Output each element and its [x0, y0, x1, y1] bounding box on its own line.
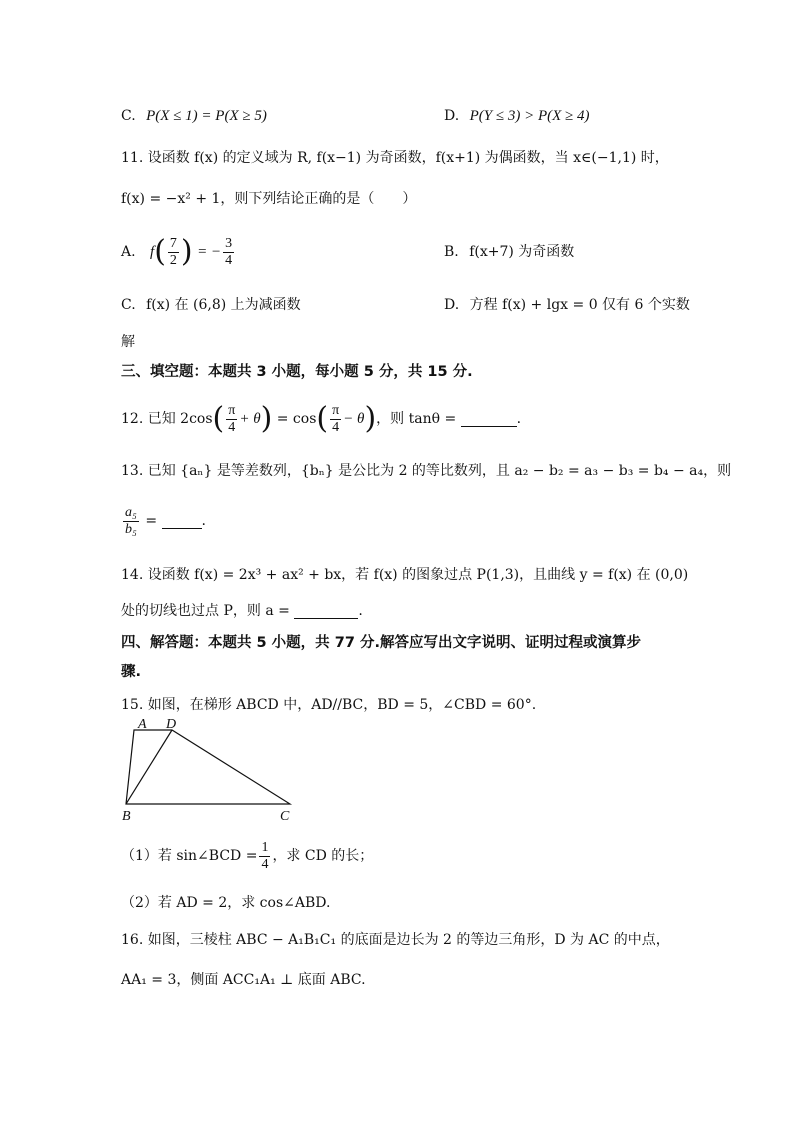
q10-option-c-label: C.	[121, 108, 136, 124]
q15-label-d: D	[166, 717, 177, 732]
q10-option-d	[444, 106, 590, 126]
q12-pi2: π	[332, 402, 340, 418]
q14-line2-text: 处的切线也过点 P，则 a =	[121, 603, 290, 619]
q11-option-c-expr: f(x) 在 (6,8) 上为减函数	[146, 297, 301, 313]
q11-option-a-lparen: (	[154, 234, 166, 269]
q11-option-a-fraction	[168, 236, 179, 269]
q11-option-b-expr: f(x+7) 为奇函数	[469, 244, 575, 260]
q11-option-a-den: 2	[169, 252, 177, 268]
q11-stem-line1: 11. 设函数 f(x) 的定义域为 R, f(x−1) 为奇函数，f(x+1) 为偶函数，当 x∈(−1,1) 时，	[121, 150, 669, 166]
section3-heading: 三、填空题：本题共 3 小题，每小题 5 分，共 15 分.	[121, 364, 473, 380]
section4-heading-line2: 骤.	[121, 664, 142, 680]
q12-suffix: ，则 tanθ =	[376, 411, 457, 427]
q14-end: .	[358, 603, 363, 619]
q13-fraction	[123, 505, 139, 538]
q16-stem-line1: 16. 如图，三棱柱 ABC − A₁B₁C₁ 的底面是边长为 2 的等边三角形，D 为 AC 的中点，	[121, 932, 670, 948]
q13-stem-line1: 13. 已知 {aₙ} 是等差数列，{bₙ} 是公比为 2 的等比数列，且 a₂ − b₂ = a₃ − b₃ = b₄ − a₄，则	[121, 463, 732, 479]
q11-option-c-label: C.	[121, 297, 136, 313]
q15-trapezoid-outline	[126, 730, 290, 804]
q14-stem-line2	[121, 601, 363, 621]
q11-option-a	[121, 234, 236, 270]
q14-stem-line1: 14. 设函数 f(x) = 2x³ + ax² + bx，若 f(x) 的图象过点 P(1,3)，且曲线 y = f(x) 在 (0,0)	[121, 567, 689, 583]
q13-frac-den: b₅	[125, 521, 137, 537]
q12-plus-theta: + θ	[239, 411, 261, 427]
q14-answer-blank[interactable]	[294, 604, 358, 619]
q12-end: .	[516, 411, 522, 427]
q12-mid: = cos	[276, 411, 317, 427]
q12-pi1: π	[228, 402, 236, 418]
section4-heading-line1: 四、解答题：本题共 5 小题，共 77 分.解答应写出文字说明、证明过程或演算步	[121, 635, 641, 651]
q10-option-d-label: D.	[444, 108, 460, 124]
q15-part2: （2）若 AD = 2，求 cos∠ABD.	[121, 895, 331, 911]
q12-lparen1: (	[212, 401, 225, 436]
q15-part1-num: 1	[261, 839, 269, 855]
q11-option-a-label: A.	[121, 244, 136, 260]
q12-fraction2	[330, 403, 341, 436]
q11-stem-line2: f(x) = −x² + 1，则下列结论正确的是（ ）	[121, 191, 417, 207]
q11-option-d-label: D.	[444, 297, 460, 313]
q13-answer-blank[interactable]	[162, 514, 202, 529]
q13-stem-line2	[121, 503, 206, 539]
q10-option-c-expr: P(X ≤ 1) = P(X ≥ 5)	[146, 108, 267, 124]
q11-option-a-func: f	[150, 244, 155, 260]
q15-trapezoid-figure	[114, 716, 304, 826]
q15-label-a: A	[138, 717, 147, 732]
q15-part1-post: ，求 CD 的长；	[272, 848, 374, 864]
q15-part1-fraction	[259, 840, 270, 873]
q11-option-a-num: 7	[169, 235, 177, 251]
q11-answer-fragment: 解	[121, 334, 135, 350]
q15-part1-den: 4	[261, 856, 269, 872]
q11-option-d	[444, 295, 690, 315]
q11-option-a-fraction2	[223, 236, 234, 269]
q12-rparen1: )	[260, 401, 273, 436]
q12-minus-theta: − θ	[343, 411, 365, 427]
q16-stem-line2: AA₁ = 3，侧面 ACC₁A₁ ⊥ 底面 ABC.	[121, 972, 366, 988]
q12-four2: 4	[332, 419, 340, 435]
q13-eq: =	[145, 513, 158, 529]
q12-fraction1	[226, 403, 237, 436]
q15-label-b: B	[122, 809, 131, 824]
q13-frac-num: a₅	[125, 504, 137, 520]
q15-stem: 15. 如图，在梯形 ABCD 中，AD//BC，BD = 5，∠CBD = 60°.	[121, 697, 537, 713]
q12-four1: 4	[228, 419, 236, 435]
q10-option-c	[121, 106, 267, 126]
q12-stem	[121, 401, 521, 437]
q11-option-a-rparen: )	[180, 234, 193, 269]
q11-option-a-den2: 4	[225, 252, 233, 268]
q11-option-d-expr: 方程 f(x) + lgx = 0 仅有 6 个实数	[469, 297, 690, 313]
q15-label-c: C	[280, 809, 290, 824]
q12-answer-blank[interactable]	[461, 412, 517, 427]
q11-option-a-eq: = −	[197, 244, 222, 260]
q12-lparen2: (	[316, 401, 329, 436]
q12-rparen2: )	[364, 401, 377, 436]
q11-option-b	[444, 242, 574, 262]
q11-option-a-num2: 3	[225, 235, 233, 251]
q10-option-d-expr: P(Y ≤ 3) > P(X ≥ 4)	[469, 108, 590, 124]
q11-option-c	[121, 295, 301, 315]
q11-option-b-label: B.	[444, 244, 459, 260]
q12-prefix: 12. 已知 2cos	[121, 411, 213, 427]
q15-part1-pre: （1）若 sin∠BCD =	[121, 848, 258, 864]
q13-end: .	[201, 513, 206, 529]
q15-part1	[121, 838, 373, 874]
